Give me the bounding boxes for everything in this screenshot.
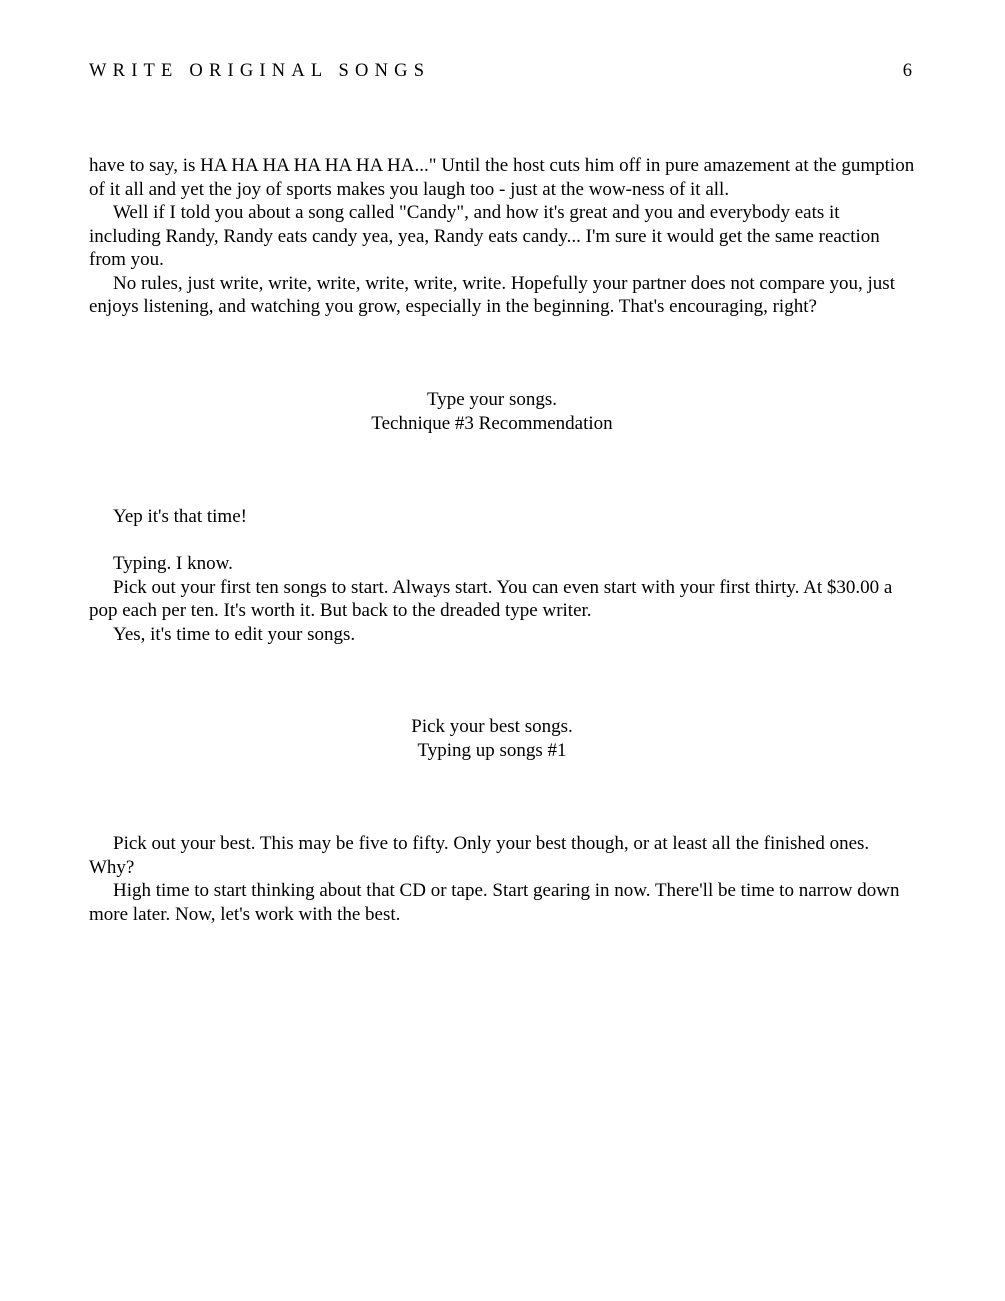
text-block-3 (89, 832, 915, 926)
paragraph: High time to start thinking about that CD or tape. Start gearing in now. There'll be time to narrow down more later. Now, let's work with the best. (89, 880, 900, 925)
section-heading-title: Type your songs. (426, 389, 558, 410)
paragraph: Well if I told you about a song called "Candy", and how it's great and you and everybody eats it including Randy, Randy eats candy yea, yea, Randy eats candy... I'm sure it would get the same reaction from you. (89, 202, 880, 270)
text-block-2 (89, 505, 915, 646)
section-heading-pick-your-best-songs (89, 715, 895, 762)
paragraph: No rules, just write, write, write, write, write, write. Hopefully your partner does not compare you, just enjoys listening, and watching you grow, especially in the beginning. That's encouraging, right? (89, 272, 895, 317)
page-header (89, 61, 912, 85)
paragraph: Typing. I know. (113, 553, 233, 574)
paragraph-spacer (89, 529, 915, 553)
paragraph: Yes, it's time to edit your songs. (113, 623, 356, 645)
running-header-title: WRITE ORIGINAL SONGS (89, 61, 431, 81)
paragraph: Pick out your first ten songs to start. Always start. You can even start with your first thirty. At $30.00 a pop each per ten. It's worth it. But back to the dreaded type writer. (89, 576, 893, 621)
paragraph: have to say, is HA HA HA HA HA HA HA..." Until the host cuts him off in pure amazement at the gumption of it all and yet the joy of sports makes you laugh too - just at the wow-ness of it all. (89, 155, 915, 200)
page-number: 6 (902, 61, 912, 81)
paragraph: Yep it's that time! (113, 506, 247, 527)
text-block-1 (89, 154, 915, 319)
section-heading-type-your-songs (89, 388, 895, 435)
section-heading-subtitle: Technique #3 Recommendation (371, 412, 613, 434)
paragraph: Pick out your best. This may be five to fifty. Only your best though, or at least all the finished ones. Why? (89, 833, 870, 878)
section-heading-subtitle: Typing up songs #1 (417, 739, 567, 761)
section-heading-title: Pick your best songs. (411, 716, 573, 737)
